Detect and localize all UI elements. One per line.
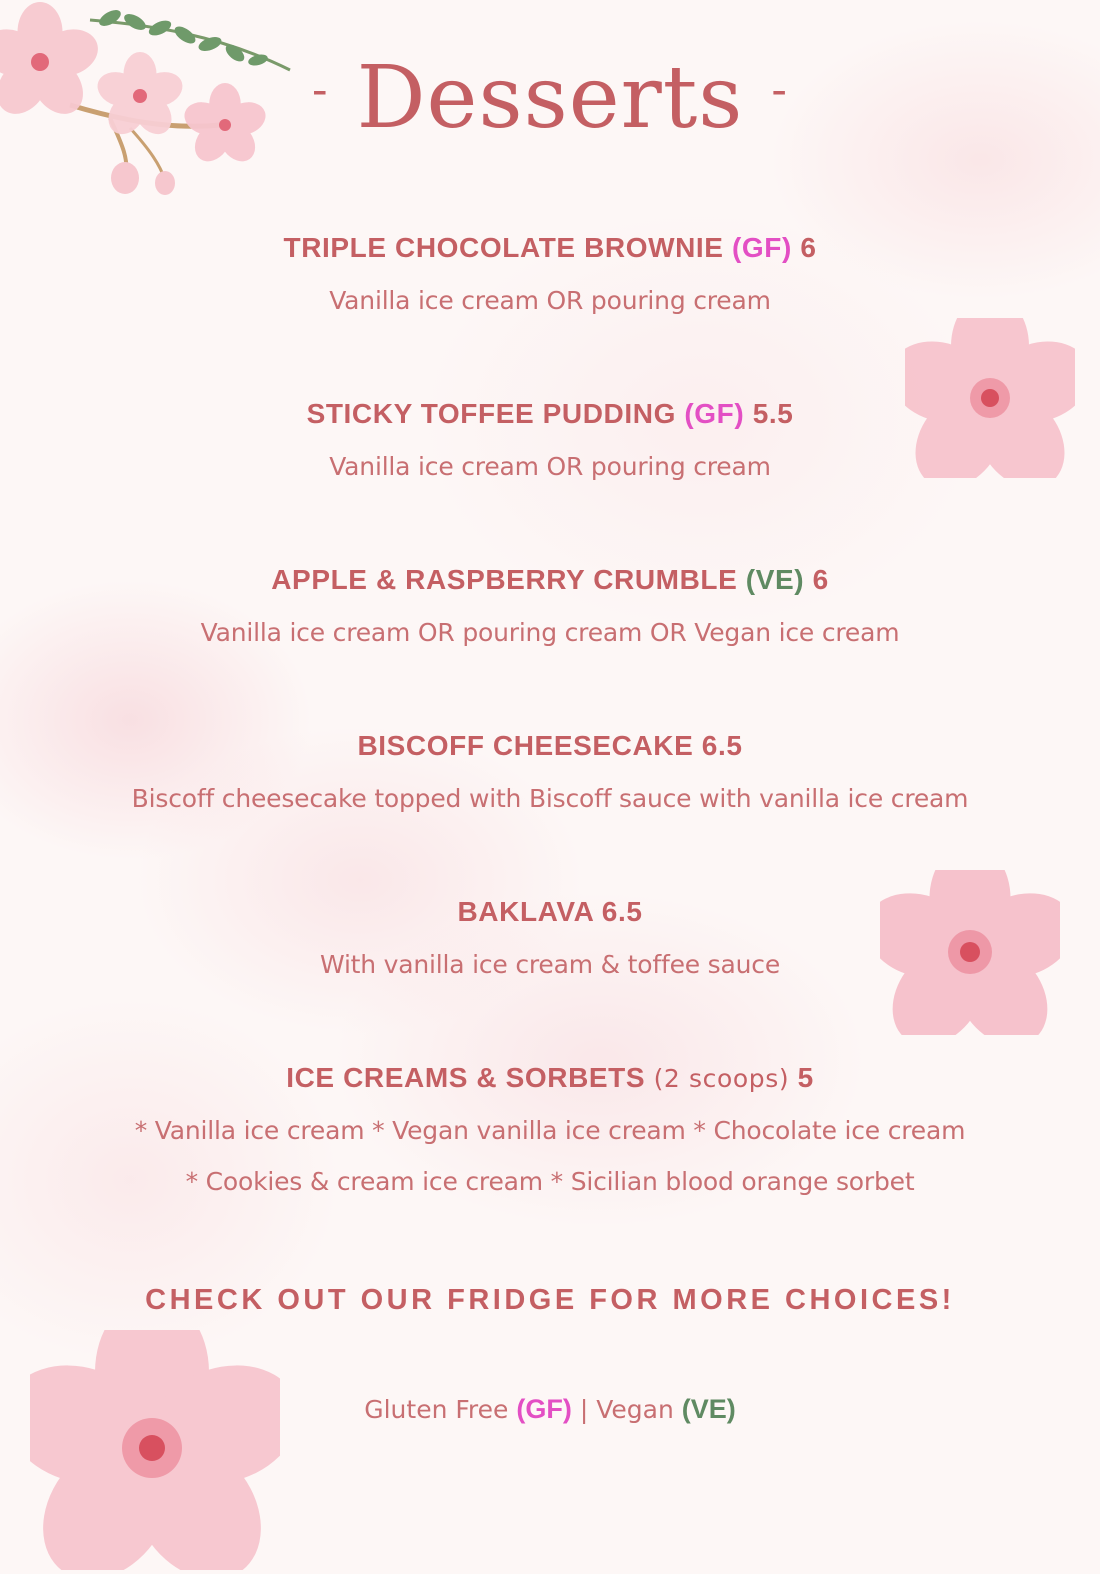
item-name: STICKY TOFFEE PUDDING [306, 398, 676, 429]
legend-gf-tag: (GF) [516, 1394, 572, 1424]
vegan-tag: (VE) [745, 564, 805, 595]
item-description: Biscoff cheesecake topped with Biscoff sauce with vanilla ice cream [131, 784, 969, 813]
item-price: 6 [800, 232, 817, 263]
menu-item-biscoff [0, 730, 1100, 813]
item-price: 6 [812, 564, 829, 595]
item-price: 6.5 [701, 730, 743, 761]
legend-ve-label: Vegan [596, 1395, 674, 1424]
item-name: BISCOFF CHEESECAKE [357, 730, 694, 761]
item-price: 6.5 [601, 896, 643, 927]
menu-item-crumble [0, 564, 1100, 647]
title-text: Desserts [356, 48, 744, 148]
menu-item-sticky-toffee [0, 398, 1100, 481]
item-name-line [0, 564, 1100, 596]
menu-item-ice-creams [0, 1062, 1100, 1196]
page-title [0, 48, 1100, 148]
item-name: TRIPLE CHOCOLATE BROWNIE [283, 232, 724, 263]
legend-gf-label: Gluten Free [364, 1395, 509, 1424]
item-price: 5 [797, 1062, 814, 1093]
item-name-line [0, 398, 1100, 430]
item-description: Vanilla ice cream OR pouring cream [329, 452, 771, 481]
fridge-callout: CHECK OUT OUR FRIDGE FOR MORE CHOICES! [145, 1284, 955, 1316]
item-name: APPLE & RASPBERRY CRUMBLE [271, 564, 738, 595]
item-price: 5.5 [752, 398, 794, 429]
flavours-line-1: * Vanilla ice cream * Vegan vanilla ice cream * Chocolate ice cream [134, 1116, 966, 1145]
gluten-free-tag: (GF) [731, 232, 792, 263]
flavours-line-2: * Cookies & cream ice cream * Sicilian blood orange sorbet [185, 1167, 915, 1196]
cherry-blossom-icon [30, 1330, 280, 1570]
legend-separator: | [579, 1395, 589, 1424]
legend-ve-tag: (VE) [681, 1394, 736, 1424]
item-qualifier: (2 scoops) [653, 1064, 790, 1093]
item-description: With vanilla ice cream & toffee sauce [319, 950, 781, 979]
menu-item-baklava [0, 896, 1100, 979]
item-name-line [0, 1062, 1100, 1094]
menu-item-brownie [0, 232, 1100, 315]
title-dash-left: - [312, 62, 329, 116]
item-name-line [0, 730, 1100, 762]
item-description: Vanilla ice cream OR pouring cream [329, 286, 771, 315]
item-name: BAKLAVA [457, 896, 594, 927]
item-name-line [0, 896, 1100, 928]
title-dash-right: - [771, 62, 788, 116]
gluten-free-tag: (GF) [684, 398, 745, 429]
item-description: Vanilla ice cream OR pouring cream OR Vegan ice cream [200, 618, 900, 647]
item-name: ICE CREAMS & SORBETS [286, 1062, 646, 1093]
item-name-line [0, 232, 1100, 264]
dietary-legend [0, 1394, 1100, 1425]
